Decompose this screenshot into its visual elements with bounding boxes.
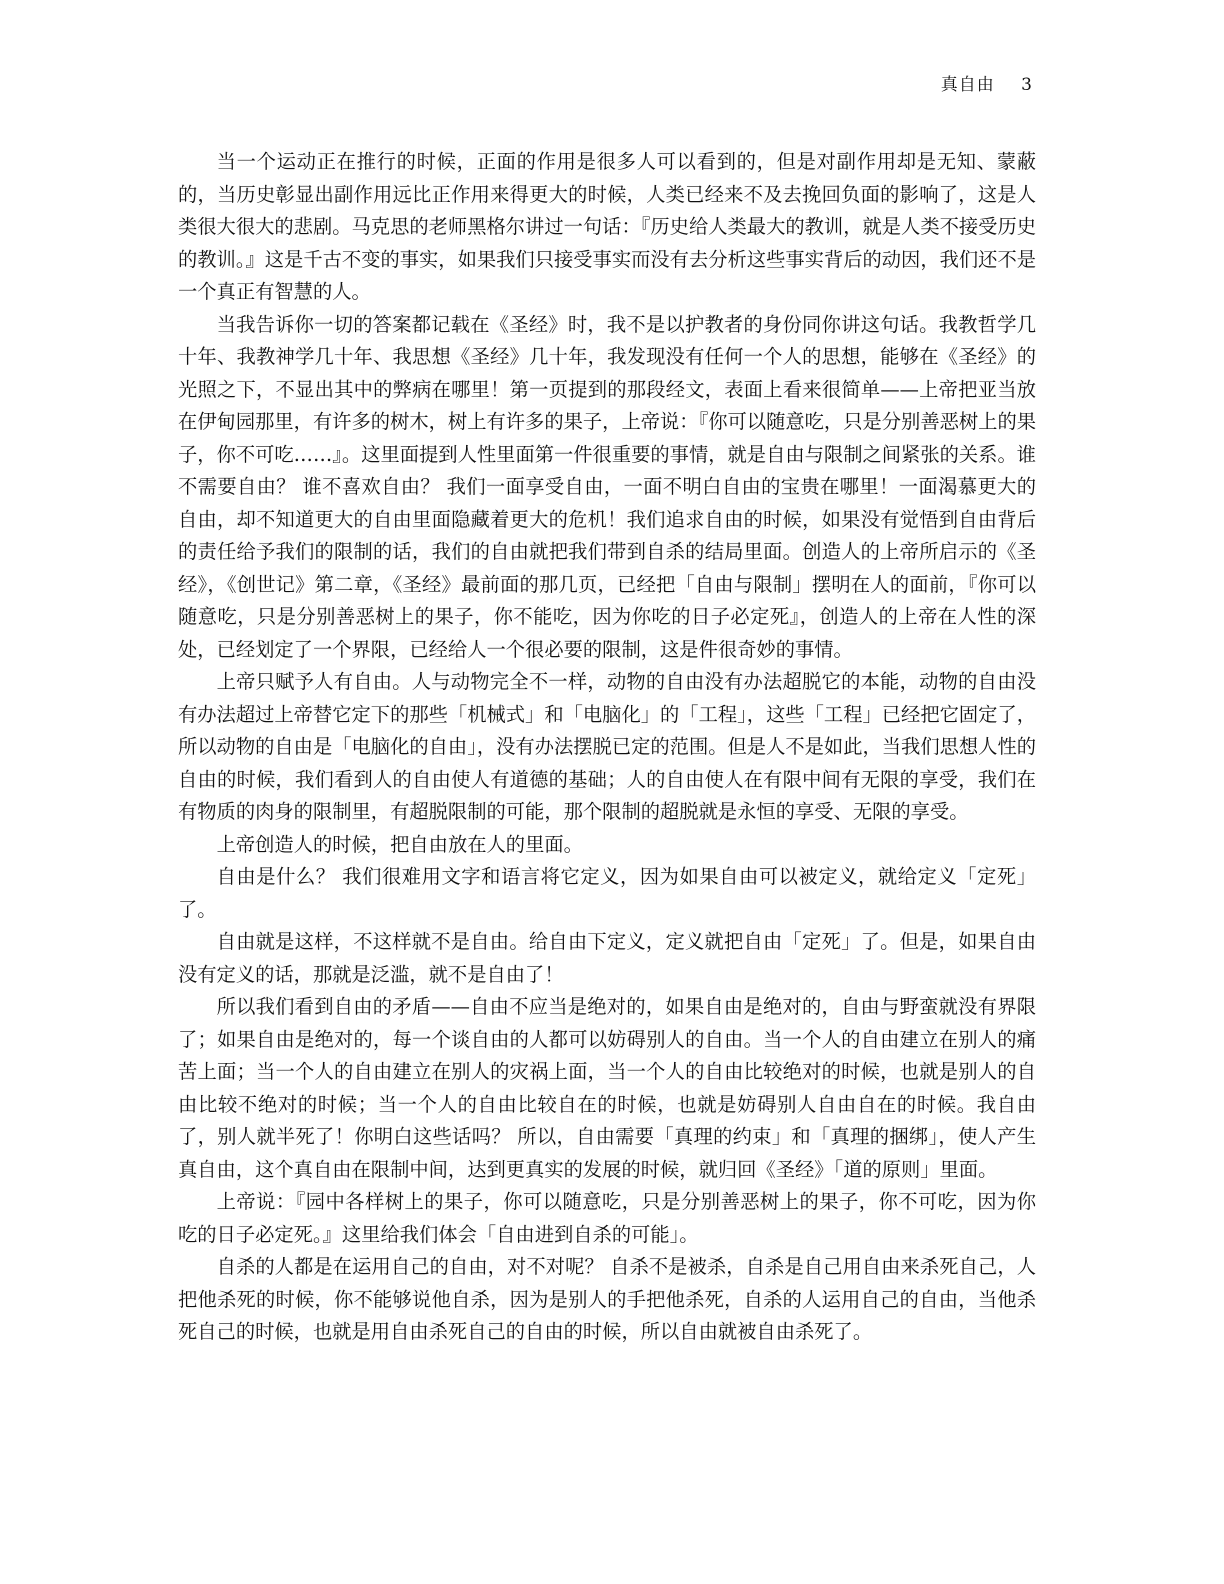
paragraph: 所以我们看到自由的矛盾——自由不应当是绝对的，如果自由是绝对的，自由与野蛮就没有界限了；如果自由是绝对的，每一个谈自由的人都可以妨碍别人的自由。当一个人的自由建立在别人的痛苦上面；当一个人的自由建立在别人的灾祸上面，当一个人的自由比较绝对的时候，也就是别人的自由比较不绝对的时候；当一个人的自由比较自在的时候，也就是妨碍别人自由自在的时候。我自由了，别人就半死了！你明白这些话吗？ 所以，自由需要「真理的约束」和「真理的捆绑」，使人产生真自由，这个真自由在限制中间，达到更真实的发展的时候，就归回《圣经》「道的原则」里面。 [178,995,1036,1181]
paragraph: 当我告诉你一切的答案都记载在《圣经》时，我不是以护教者的身份同你讲这句话。我教哲学几十年、我教神学几十年、我思想《圣经》几十年，我发现没有任何一个人的思想，能够在《圣经》的光照之下，不显出其中的弊病在哪里！第一页提到的那段经文，表面上看来很简单——上帝把亚当放在伊甸园那里，有许多的树木，树上有许多的果子，上帝说：『你可以随意吃，只是分别善恶树上的果子，你不可吃……』。这里面提到人性里面第一件很重要的事情，就是自由与限制之间紧张的关系。谁不需要自由？ 谁不喜欢自由？ 我们一面享受自由，一面不明白自由的宝贵在哪里！一面渴慕更大的自由，却不知道更大的自由里面隐藏着更大的危机！我们追求自由的时候，如果没有觉悟到自由背后的责任给予我们的限制的话，我们的自由就把我们带到自杀的结局里面。创造人的上帝所启示的《圣经》，《创世记》第二章，《圣经》最前面的那几页，已经把「自由与限制」摆明在人的面前，『你可以随意吃，只是分别善恶树上的果子，你不能吃，因为你吃的日子必定死』，创造人的上帝在人性的深处，已经划定了一个界限，已经给人一个很必要的限制，这是件很奇妙的事情。 [178,312,1037,661]
paragraph: 上帝创造人的时候，把自由放在人的里面。 [216,832,583,856]
page-number: 3 [1021,75,1033,95]
running-title: 真自由 [940,75,995,95]
paragraph: 上帝只赋予人有自由。人与动物完全不一样，动物的自由没有办法超脱它的本能，动物的自由没有办法超过上帝替它定下的那些「机械式」和「电脑化」的「工程」，这些「工程」已经把它固定了，所以动物的自由是「电脑化的自由」，没有办法摆脱已定的范围。但是人不是如此，当我们思想人性的自由的时候，我们看到人的自由使人有道德的基础；人的自由使人在有限中间有无限的享受，我们在有物质的肉身的限制里，有超脱限制的可能，那个限制的超脱就是永恒的享受、无限的享受。 [178,670,1037,823]
paragraph: 当一个运动正在推行的时候，正面的作用是很多人可以看到的，但是对副作用却是无知、蒙蔽的，当历史彰显出副作用远比正作用来得更大的时候，人类已经来不及去挽回负面的影响了，这是人类很大很大的悲剧。马克思的老师黑格尔讲过一句话：『历史给人类最大的教训，就是人类不接受历史的教训。』这是千古不变的事实，如果我们只接受事实而没有去分析这些事实背后的动因，我们还不是一个真正有智慧的人。 [178,150,1037,303]
paragraph: 自由是什么？ 我们很难用文字和语言将它定义，因为如果自由可以被定义，就给定义「定死」了。 [178,865,1036,921]
paragraph: 上帝说：『园中各样树上的果子，你可以随意吃，只是分别善恶树上的果子，你不可吃，因为你吃的日子必定死。』这里给我们体会「自由进到自杀的可能」。 [178,1190,1036,1246]
paragraph: 自杀的人都是在运用自己的自由，对不对呢？ 自杀不是被杀，自杀是自己用自由来杀死自己，人把他杀死的时候，你不能够说他自杀，因为是别人的手把他杀死，自杀的人运用自己的自由，当他杀死自己的时候，也就是用自由杀死自己的自由的时候，所以自由就被自由杀死了。 [178,1255,1036,1343]
page-header [941,72,1033,98]
paragraph: 自由就是这样，不这样就不是自由。给自由下定义，定义就把自由「定死」了。但是，如果自由没有定义的话，那就是泛滥，就不是自由了！ [178,930,1036,986]
body-text [178,146,1036,1349]
